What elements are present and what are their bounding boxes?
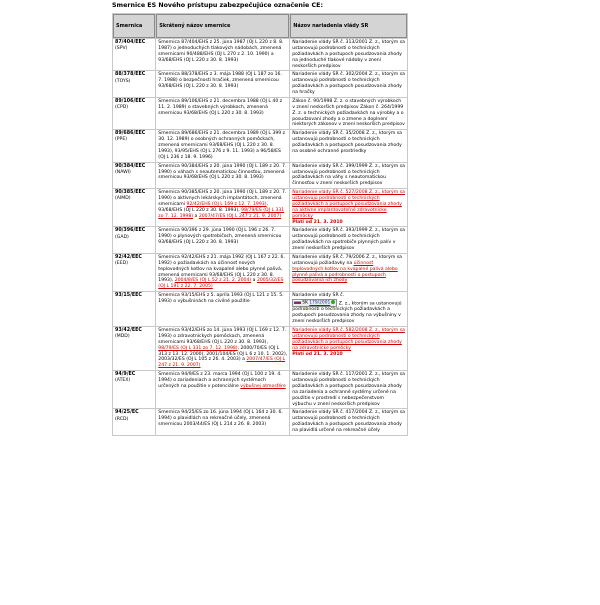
directive-code-cell — [113, 327, 155, 370]
directive-abbreviation: (GAD) — [115, 234, 129, 240]
table-row — [113, 254, 407, 291]
regulation-text: Nariadenie vlády SR č. 393/1999 Z. z., ktorým sa ustanovujú podrobnosti o technických požiadavkách na spotrebiče plynných palív v znení neskorších predpisov — [292, 228, 405, 251]
regulation-link[interactable]: Nariadenie vlády SR č. 582/2008 Z. z., ktorým sa ustanovujú podrobnosti o technických požiadavkách a postupoch posudzovania zhody na zdravotnícke pomôcky — [292, 328, 405, 351]
directive-description-cell — [156, 130, 289, 161]
directive-code: 88/378/EEC — [115, 72, 146, 78]
table-row — [113, 163, 407, 189]
directive-description-cell — [156, 71, 289, 97]
slov-lex-key: SK — [302, 300, 308, 306]
directive-description-cell — [156, 254, 289, 291]
directive-code: 90/396/EEC — [115, 228, 146, 234]
regulation-text: Nariadenie vlády SR č. 117/2001 Z. z., ktorým sa ustanovujú podrobnosti o technických požiadavkách a postupoch posudzovania zhody na zariadenia a ochranné systémy určené na použitie v prostredí s nebezpečenstvom výbuchu v znení neskorších predpisov — [292, 372, 405, 407]
directive-text: Smernica 90/385/EHS z 20. júna 1990 (OJ L 189 z 20. 7. 1990) o aktívnych lekárskych implantátoch, zmenená smernicami — [158, 190, 287, 207]
directive-text: Smernica 89/686/EHS z 21. decembra 1989 (OJ L 399 z 30. 12. 1989) o osobných ochranných pomôckach, zmenená smernicami 93/68/EHS (OJ L 220 z 30. 8. 1993), 93/95/EHS (OJ L 276 z 9. 11. 1993) a 96/58/ES (OJ L 236 z 18. 9. 1996) — [158, 131, 286, 160]
flag-icon — [294, 300, 301, 304]
directive-link[interactable]: 2005/32/ES (OJ L 191 z 22. 7. 2005) — [158, 278, 284, 290]
directive-abbreviation: (TOYS) — [115, 78, 131, 84]
directive-description-cell — [156, 189, 289, 226]
directive-link[interactable]: výbušnej atmosfére — [240, 383, 286, 389]
directive-description-cell — [156, 163, 289, 189]
directive-code-cell — [113, 409, 155, 435]
directive-code: 92/42/EEC — [115, 254, 142, 260]
directive-abbreviation: (ATEX) — [115, 378, 131, 384]
regulation-text: Platí od 21. 3. 2010 — [292, 219, 343, 225]
table-row — [113, 71, 407, 97]
check-icon — [331, 300, 335, 304]
directive-description-cell — [156, 327, 289, 370]
regulation-text: Platí od 21. 3. 2010 — [292, 351, 343, 357]
regulation-cell — [290, 327, 407, 370]
table-row — [113, 371, 407, 408]
directive-code-cell — [113, 227, 155, 253]
directive-code-cell — [113, 71, 155, 97]
directive-text: , 93/68/EHS (OJ L 220 z 30. 8. 1993), — [158, 201, 268, 213]
directive-text: Smernica 90/384/EHS z 20. júna 1990 (OJ L 189 z 20. 7. 1990) o váhach s neautomatickou činnosťou, zmenená smernicou 93/68/EHS (OJ L 220 z 30. 8. 1993) — [158, 163, 287, 181]
directive-code: 87/404/EEC — [115, 40, 146, 45]
directive-description-cell — [156, 227, 289, 253]
table-row — [113, 292, 407, 326]
directive-link[interactable]: 2007/47/ES (OJ L 247 z 21. 9. 2007) — [158, 357, 286, 369]
regulation-text: Nariadenie vlády SR č. 313/2001 Z. z., ktorým sa ustanovujú podrobnosti o technických požiadavkách a postupoch posudzovania zhody na jednoduché tlakové nádoby v znení neskorších predpisov — [292, 40, 405, 69]
directives-table — [112, 13, 408, 436]
directive-text: Smernica 87/404/EHS z 25. júna 1987 (OJ L 220 z 8. 8. 1987) o jednoduchých tlakových nádobách, zmenená smernicami 90/488/EHS (OJ L 270 z 2. 10. 1990) a 93/68/EHS (OJ L 220 z 30. 8. 1993) — [158, 40, 284, 63]
directive-description-cell — [156, 371, 289, 408]
directive-abbreviation: (RCD) — [115, 416, 129, 422]
directive-code-cell — [113, 371, 155, 408]
directive-text: a — [251, 278, 257, 284]
directive-code: 94/9/EC — [115, 372, 136, 378]
directive-code: 90/385/EEC — [115, 190, 146, 196]
page-title: Smernice ES Nového prístupu zabezpečujúce označenie CE: — [112, 2, 323, 9]
regulation-text: Nariadenie vlády SR č. — [292, 293, 345, 299]
directive-code-cell — [113, 254, 155, 291]
column-header-regulation: Názov nariadenia vlády SR — [290, 14, 407, 38]
regulation-link[interactable]: Nariadenie vlády SR č. 527/2008 Z. z., ktorým sa ustanovujú podrobnosti o technických požiadavkách a postupoch posudzovania zhody na aktívne implantovateľné zdravotnícke pomôcky — [292, 190, 405, 219]
directive-link[interactable]: 92/42/EHS (OJ L 169 z 12. 7. 1993) — [186, 201, 267, 207]
table-row — [113, 189, 407, 226]
directive-code-cell — [113, 39, 155, 70]
directive-code-cell — [113, 163, 155, 189]
directive-code: 89/106/EEC — [115, 98, 146, 104]
directive-text: , 2000/70/ES (OJ L 313 z 13. 12. 2000), 2001/104/ES (OJ L 6 z 10. 1. 2002), 2003/32/ES (OJ L 105 z 26. 4. 2003) a — [158, 345, 288, 363]
regulation-cell — [290, 71, 407, 97]
regulation-link[interactable]: účinnosť teplovodných kotlov na kvapalné palivá alebo plynné palivá a podrobnosti o postupoch posudzovania ich zhody — [292, 260, 398, 284]
directive-code-cell — [113, 189, 155, 226]
regulation-cell — [290, 189, 407, 226]
directive-abbreviation: (AIMD) — [115, 196, 131, 202]
directive-abbreviation: (NAWI) — [115, 169, 131, 175]
directive-description-cell — [156, 292, 289, 326]
directive-text: Smernica 94/25/ES zo 16. júna 1994 (OJ L 164 z 30. 6. 1994) o plavidlách na rekreačné účely, zmenená smernicou 2003/44/ES (OJ L 214 z 26. 8. 2003) — [158, 410, 283, 428]
regulation-cell — [290, 292, 407, 326]
table-row — [113, 409, 407, 435]
regulation-text: Nariadenie vlády SR č. 302/2004 Z. z., ktorým sa ustanovujú podrobnosti o technických požiadavkách a postupoch posudzovania zhody na hračky — [292, 72, 405, 95]
directive-text: Smernica 90/396 z 29. júna 1990 (OJ L 196 z 26. 7. 1990) o plynových spotrebičoch, zmenená smernicou 93/68/EHS (OJ L 220 z 30. 8. 1993) — [158, 228, 282, 246]
directive-text: a — [193, 213, 199, 219]
directive-link[interactable]: 2007/47/ES (OJ L 247 z 21. 9. 2007) — [198, 213, 282, 219]
directive-description-cell — [156, 98, 289, 129]
directive-text: Smernica 93/42/EHS zo 14. júna 1993 (OJ L 169 z 12. 7. 1993) o zdravotníckych pomôckach, zmenená smernicami 93/68/EHS (OJ L 220 z 30. 8. 1993), — [158, 328, 287, 345]
directive-link[interactable]: 98/79/ES (OJ L 331 zo 7. 12. 1998) — [158, 207, 285, 219]
directive-text: Smernica 93/15/EHS z 5. apríla 1993 (OJ L 121 z 15. 5. 1993) o výbušninách na civilné použitie — [158, 293, 284, 304]
directive-abbreviation: (CPD) — [115, 105, 129, 110]
slov-lex-badge[interactable] — [292, 299, 337, 307]
directive-code-cell — [113, 292, 155, 326]
table-row — [113, 98, 407, 129]
directive-code-cell — [113, 98, 155, 129]
directive-abbreviation: (PPE) — [115, 137, 128, 143]
table-row — [113, 227, 407, 253]
regulation-cell — [290, 163, 407, 189]
regulation-cell — [290, 39, 407, 70]
regulation-cell — [290, 98, 407, 129]
directive-code: 93/42/EEC — [115, 328, 142, 334]
regulation-cell — [290, 371, 407, 408]
regulation-text: Nariadenie vlády SR č. 35/2008 Z. z., ktorým sa ustanovujú podrobnosti o technických požiadavkách a postupoch posudzovania zhody na osobné ochranné prostriedky — [292, 131, 402, 154]
directive-text: Smernica 94/9/ES z 23. marca 1994 (OJ L 100 z 19. 4. 1994) o zariadeniach a ochranných systémoch určených na použitie v potenciálne — [158, 372, 282, 389]
directive-code: 90/384/EEC — [115, 163, 146, 169]
regulation-text: Zákon č. 90/1998 Z. z. o stavebných výrobkoch v znení neskorších predpisov Zákon č. 264/1999 Z. z. o technických požiadavkách na výrobky a o posudzovaní zhody a o zmene a doplnení niektorých zákonov v znení neskorších predpisov — [292, 98, 405, 128]
regulation-cell — [290, 227, 407, 253]
regulation-text: Z. z., ktorým sa ustanovujú podrobnosti o technických požiadavkách a postupoch posudzovania zhody na výbušniny v znení neskorších predpisov — [292, 301, 402, 325]
regulation-cell — [290, 254, 407, 291]
table-header-row — [113, 14, 407, 38]
table-row — [113, 39, 407, 70]
directive-link[interactable]: 2004/8/ES (OJ L 52 z 21. 2. 2004) — [174, 278, 252, 284]
directive-code-cell — [113, 130, 155, 161]
directive-abbreviation: (SPV) — [115, 46, 128, 52]
regulation-cell — [290, 130, 407, 161]
directive-code: 89/686/EEC — [115, 131, 146, 137]
directive-code: 93/15/EEC — [115, 293, 142, 299]
regulation-cell — [290, 409, 407, 435]
directive-link[interactable]: 98/79/ES (OJ L 331 zo 7. 12. 1998) — [158, 345, 238, 351]
table-row — [113, 327, 407, 370]
directive-description-cell — [156, 39, 289, 70]
regulation-text: Nariadenie vlády SR č. 399/1999 Z. z., ktorým sa ustanovujú podrobnosti o technických požiadavkách na váhy s neautomatickou činnosťou v znení neskorších predpisov — [292, 163, 405, 187]
directive-abbreviation: (EED) — [115, 261, 128, 266]
directive-code: 94/25/EC — [115, 410, 139, 416]
column-header-directive: Smernica — [113, 14, 155, 38]
directive-abbreviation: (MDD) — [115, 334, 130, 340]
slov-lex-number-link[interactable]: 179/2001 — [309, 300, 331, 306]
directive-text: Smernica 88/378/EHS z 3. mája 1988 (OJ L 187 zo 16. 7. 1988) o bezpečnosti hračiek, zmenená smernicou 93/68/EHS (OJ L 220 z 30. 8. 1993) — [158, 72, 282, 90]
regulation-text: Nariadenie vlády SR č. 417/2004 Z. z., ktorým sa ustanovujú podrobnosti o technických požiadavkách a postupoch posudzovania zhody na plavidlá určené na rekreačné účely — [292, 410, 405, 434]
directive-description-cell — [156, 409, 289, 435]
directive-text: Smernica 89/106/EHS z 21. decembra 1988 (OJ L 40 z 11. 2. 1989) o stavebných výrobkoch, zmenená smernicou 93/68/EHS (OJ L 220 z 30. 8. 1993) — [158, 98, 283, 116]
column-header-short-name: Skrátený názov smernice — [156, 14, 289, 38]
directive-text: Smernica 92/42/EHS z 21. mája 1992 (OJ L 167 z 22. 6. 1992) o požiadavkách na účinnosť nových teplovodných kotlov na kvapalné alebo plynné palivá, zmenená smernicami 93/68/EHS (OJ L 220 z 30. 8. 1993), — [158, 254, 285, 284]
table-row — [113, 130, 407, 161]
regulation-text: Nariadenie vlády SR č. 79/2006 Z. z., ktorým sa ustanovujú požiadavky na — [292, 254, 402, 266]
